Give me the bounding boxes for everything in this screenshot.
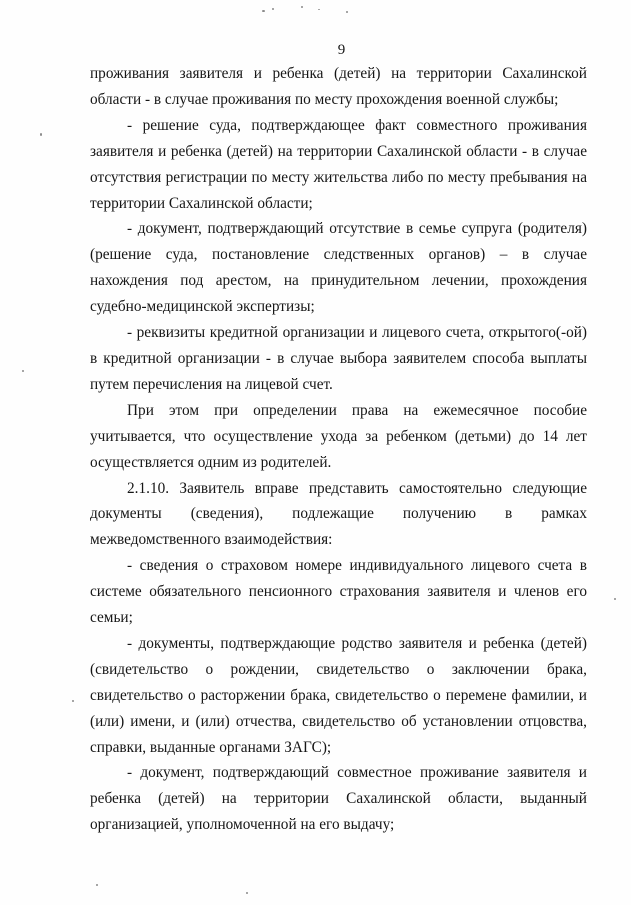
paragraph: - документ, подтверждающий отсутствие в семье супруга (родителя) (решение суда, постановление следственных органов) – в случае нахождения под арестом, на принудительном лечении, прохождения судебно-медицинской экспертизы;: [90, 220, 587, 316]
scan-speck: [246, 892, 248, 894]
paragraph: - документы, подтверждающие родство заявителя и ребенка (детей) (свидетельство о рождении, свидетельство о заключении брака, свидетельство о расторжении брака, свидетельство о перемене фамилии, и (или) имени, и (или) отчества, свидетельство об установлении отцовства, справки, выданные органами ЗАГС);: [90, 634, 587, 756]
scan-speck: [614, 598, 616, 600]
scan-speck: [22, 370, 24, 372]
scan-speck: [262, 10, 265, 12]
paragraph: проживания заявителя и ребенка (детей) на территории Сахалинской области - в случае проживания по месту прохождения военной службы;: [90, 65, 587, 108]
scan-speck: [318, 9, 320, 10]
scan-speck: [272, 8, 274, 10]
scan-speck: [301, 6, 303, 8]
paragraph: - решение суда, подтверждающее факт совместного проживания заявителя и ребенка (детей) на территории Сахалинской области - в случае отсутствия регистрации по месту жительства либо по месту пребывания на территории Сахалинской области;: [90, 116, 587, 212]
paragraph: При этом при определении права на ежемесячное пособие учитывается, что осуществление ухода за ребенком (детьми) до 14 лет осуществляется одним из родителей.: [90, 401, 587, 471]
paragraph: - документ, подтверждающий совместное проживание заявителя и ребенка (детей) на территории Сахалинской области, выданный организацией, уполномоченной на его выдачу;: [90, 764, 587, 834]
scan-speck: [40, 133, 42, 136]
scan-speck: [72, 700, 74, 702]
scan-speck: [96, 884, 98, 886]
paragraph: - сведения о страховом номере индивидуального лицевого счета в системе обязательного пенсионного страхования заявителя и членов его семьи;: [90, 557, 587, 627]
page-number: 9: [337, 42, 346, 58]
scan-speck: [346, 11, 348, 13]
paragraph: 2.1.10. Заявитель вправе представить самостоятельно следующие документы (сведения), подлежащие получению в рамках межведомственного взаимодействия:: [90, 479, 587, 549]
document-body: [90, 61, 587, 838]
paragraph: - реквизиты кредитной организации и лицевого счета, открытого(-ой) в кредитной организации - в случае выбора заявителем способа выплаты путем перечисления на лицевой счет.: [90, 324, 587, 393]
